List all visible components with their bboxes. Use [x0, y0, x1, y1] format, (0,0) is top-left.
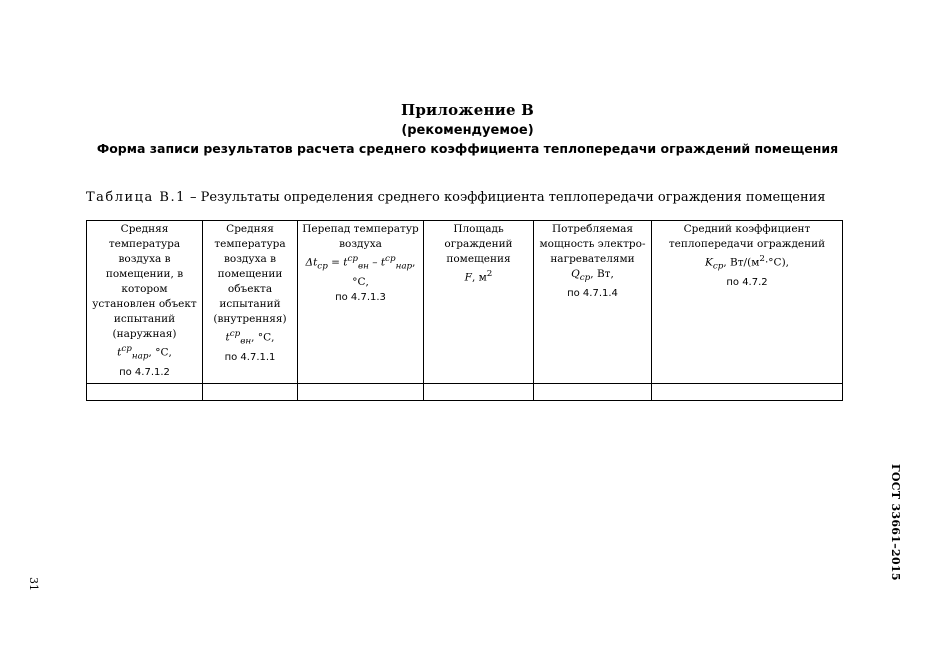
results-table — [86, 220, 843, 401]
column-header-heat-transfer — [652, 221, 843, 384]
table-caption — [86, 190, 826, 205]
column-header-formula: $t^{ср}_{вн}$, °С, — [225, 329, 275, 347]
column-header-power — [534, 221, 652, 384]
table-cell — [652, 384, 843, 401]
column-header-formula: $K_{ср}$, $Вт/(м^2\cdot^\circ С)$, — [704, 254, 790, 272]
column-header-outer-temp — [87, 221, 203, 384]
column-header-ref: по 4.7.1.1 — [224, 351, 276, 363]
column-header-ref: по 4.7.2 — [726, 276, 768, 288]
column-header-formula: $t^{ср}_{нар}$, °С, — [117, 344, 172, 362]
column-header-text: Потребляемая мощность электро-нагревателями — [539, 223, 646, 265]
column-header-text: Средняя температура воздуха в помещении объекта испытаний (внутренняя) — [213, 223, 287, 325]
column-header-text: Перепад температур воздуха — [302, 223, 419, 250]
table-row — [87, 384, 843, 401]
table-cell — [424, 384, 534, 401]
column-header-text: Средний коэффициент теплопередачи ограждений — [668, 223, 826, 250]
table-header-row — [87, 221, 843, 384]
table-cell — [298, 384, 424, 401]
appendix-status: (рекомендуемое) — [401, 123, 534, 138]
form-title: Форма записи результатов расчета среднего коэффициента теплопередачи ограждений помещения — [96, 141, 839, 156]
table-cell — [87, 384, 203, 401]
standard-designation: ГОСТ 33661–2015 — [889, 464, 902, 581]
column-header-ref: по 4.7.1.4 — [567, 288, 618, 300]
table-cell — [534, 384, 652, 401]
column-header-ref: по 4.7.1.2 — [119, 366, 170, 378]
column-header-formula: F, $м^2$ — [464, 269, 493, 284]
page-number: 31 — [27, 577, 40, 591]
column-header-ref: по 4.7.1.3 — [335, 291, 386, 303]
table-cell — [203, 384, 298, 401]
column-header-area — [424, 221, 534, 384]
column-header-formula: $\Delta t_{ср} = t^{ср}_{вн} - t^{ср}_{нар}$, °С, — [305, 254, 416, 288]
column-header-temp-difference — [298, 221, 424, 384]
column-header-inner-temp — [203, 221, 298, 384]
appendix-title: Приложение В — [401, 101, 534, 119]
table-caption-label: Таблица В.1 — [86, 190, 186, 205]
table-caption-text: – Результаты определения среднего коэффициента теплопередачи ограждения помещения — [185, 190, 826, 205]
column-header-text: Площадь ограждений помещения — [444, 223, 513, 265]
column-header-formula: $Q_{ср}$, Вт, — [571, 268, 614, 284]
column-header-text: Средняя температура воздуха в помещении, в котором установлен объект испытаний (наружная) — [92, 223, 197, 340]
